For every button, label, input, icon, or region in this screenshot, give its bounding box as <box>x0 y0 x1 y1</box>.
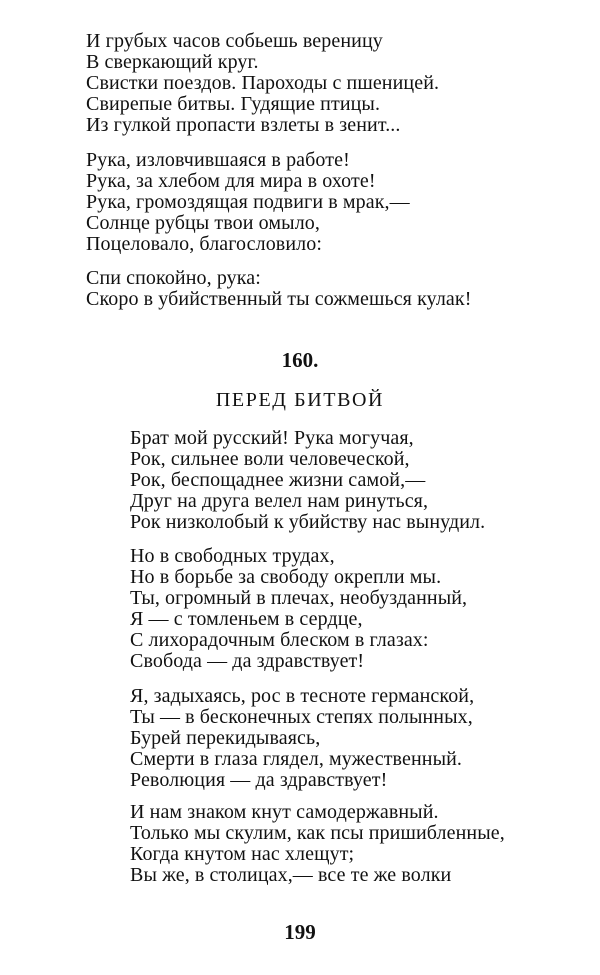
verse-line: Рука, громоздящая подвиги в мрак,— <box>86 191 410 213</box>
verse-line: Рука, за хлебом для мира в охоте! <box>86 170 376 192</box>
stanza-previous-3 <box>86 268 471 310</box>
poem-title: ПЕРЕД БИТВОЙ <box>215 389 385 411</box>
verse-line: Только мы скулим, как псы пришибленные, <box>130 822 505 844</box>
verse-line: Ты — в бесконечных степях полынных, <box>130 706 473 728</box>
verse-line: Бурей перекидываясь, <box>130 727 321 749</box>
verse-line: Ты, огромный в плечах, необузданный, <box>130 587 468 609</box>
verse-line: Вы же, в столицах,— все те же волки <box>130 864 452 886</box>
verse-line: Рок низколобый к убийству нас вынудил. <box>130 511 486 533</box>
verse-line: Революция — да здравствует! <box>130 769 388 791</box>
verse-line: С лихорадочным блеском в глазах: <box>130 629 429 651</box>
verse-line: Свистки поездов. Пароходы с пшеницей. <box>86 72 440 94</box>
verse-line: Друг на друга велел нам ринуться, <box>130 490 429 512</box>
verse-line: И грубых часов собьешь вереницу <box>86 30 383 52</box>
verse-line: Когда кнутом нас хлещут; <box>130 843 355 865</box>
verse-line: Свобода — да здравствует! <box>130 650 365 672</box>
verse-line: Но в борьбе за свободу окрепли мы. <box>130 566 442 588</box>
verse-line: Спи спокойно, рука: <box>86 267 261 289</box>
verse-line: Поцеловало, благословило: <box>86 233 322 255</box>
verse-line: Но в свободных трудах, <box>130 545 335 567</box>
verse-line: Из гулкой пропасти взлеты в зенит... <box>86 114 401 136</box>
poem-stanza-3 <box>130 686 474 791</box>
page-number: 199 <box>284 920 316 944</box>
verse-line: Я, задыхаясь, рос в тесноте германской, <box>130 685 475 707</box>
verse-line: Скоро в убийственный ты сожмешься кулак! <box>86 288 472 310</box>
verse-line: Я — с томленьем в сердце, <box>130 608 363 630</box>
verse-line: Рука, изловчившаяся в работе! <box>86 149 350 171</box>
verse-line: Солнце рубцы твои омыло, <box>86 212 320 234</box>
verse-line: Смерти в глаза глядел, мужественный. <box>130 748 463 770</box>
verse-line: Брат мой русский! Рука могучая, <box>130 427 414 449</box>
verse-line: Рок, сильнее воли человеческой, <box>130 448 410 470</box>
poem-stanza-2 <box>130 546 467 672</box>
verse-line: Рок, беспощаднее жизни самой,— <box>130 469 426 491</box>
poem-stanza-4 <box>130 802 505 886</box>
poem-number: 160. <box>281 348 319 372</box>
verse-line: Свирепые битвы. Гудящие птицы. <box>86 93 381 115</box>
verse-line: И нам знаком кнут самодержавный. <box>130 801 439 823</box>
poem-stanza-1 <box>130 428 485 533</box>
stanza-previous-2 <box>86 150 410 255</box>
stanza-previous-1 <box>86 31 439 136</box>
verse-line: В сверкающий круг. <box>86 51 259 73</box>
